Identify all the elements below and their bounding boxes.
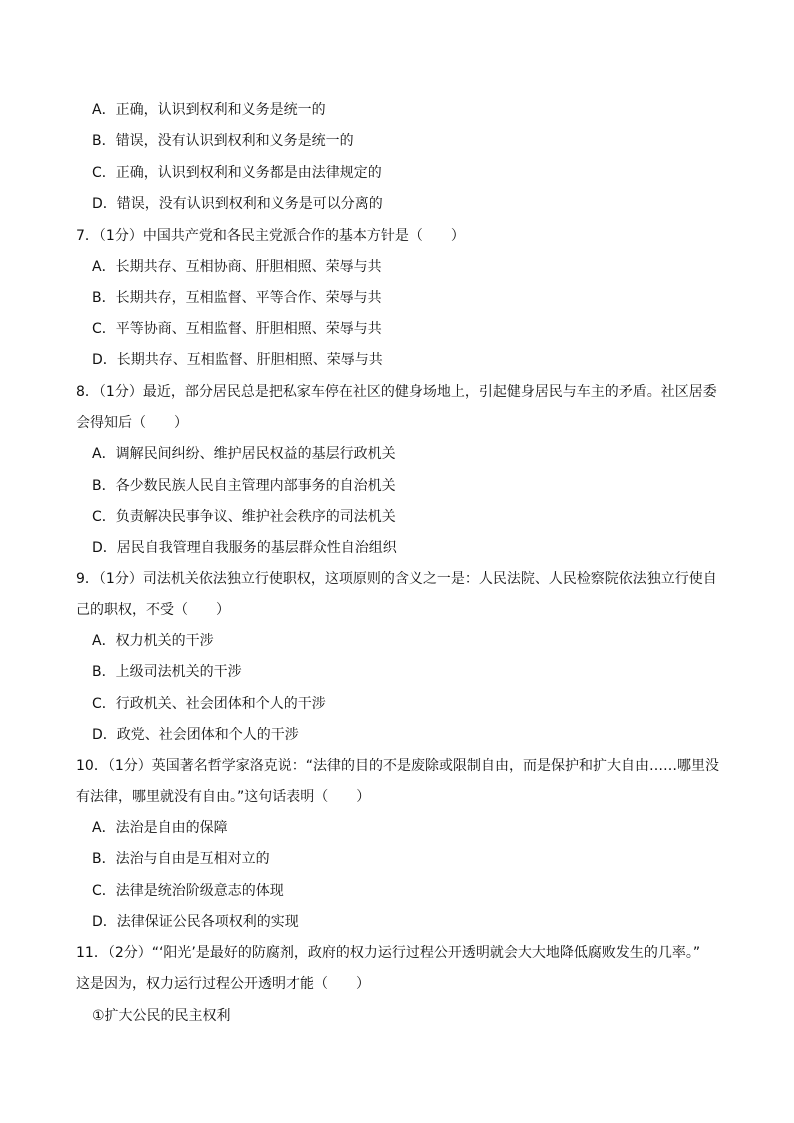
question-10-stem-line2: 有法律，哪里就没有自由。”这句话表明（ ） <box>76 789 371 805</box>
q8-option-a: A．调解民间纠纷、维护居民权益的基层行政机关 <box>92 446 396 462</box>
q9-option-d: D．政党、社会团体和个人的干涉 <box>92 727 299 743</box>
prev-option-a: A．正确，认识到权利和义务是统一的 <box>92 102 326 118</box>
prev-option-d: D．错误，没有认识到权利和义务是可以分离的 <box>92 196 383 212</box>
q7-option-d: D．长期共存、互相监督、肝胆相照、荣辱与共 <box>92 352 383 368</box>
q10-option-c: C．法律是统治阶级意志的体现 <box>92 883 284 899</box>
question-8-stem-line2: 会得知后（ ） <box>76 415 188 431</box>
q7-option-b: B．长期共存，互相监督、平等合作、荣辱与共 <box>92 290 382 306</box>
q10-option-b: B．法治与自由是互相对立的 <box>92 851 270 867</box>
q8-option-c: C．负责解决民事争议、维护社会秩序的司法机关 <box>92 509 396 525</box>
q11-item-1: ①扩大公民的民主权利 <box>92 1008 231 1024</box>
question-10-stem-line1: 10．（1分）英国著名哲学家洛克说：“法律的目的不是废除或限制自由，而是保护和扩大自由……哪里没 <box>76 758 719 774</box>
question-11-stem-line2: 这是因为，权力运行过程公开透明才能（ ） <box>76 976 370 992</box>
prev-option-c: C．正确，认识到权利和义务都是由法律规定的 <box>92 165 382 181</box>
question-9-stem-line2: 己的职权，不受（ ） <box>76 602 230 618</box>
q9-option-b: B．上级司法机关的干涉 <box>92 664 242 680</box>
q9-option-a: A．权力机关的干涉 <box>92 633 214 649</box>
question-11-stem-line1: 11．（2分）“‘阳光’是最好的防腐剂，政府的权力运行过程公开透明就会大大地降低腐败发生的几率。” <box>76 945 701 961</box>
q10-option-d: D．法律保证公民各项权利的实现 <box>92 914 299 930</box>
q7-option-c: C．平等协商、互相监督、肝胆相照、荣辱与共 <box>92 321 382 337</box>
q7-option-a: A．长期共存、互相协商、肝胆相照、荣辱与共 <box>92 259 382 275</box>
question-7-stem: 7．（1分）中国共产党和各民主党派合作的基本方针是（ ） <box>76 228 465 244</box>
q8-option-d: D．居民自我管理自我服务的基层群众性自治组织 <box>92 540 397 556</box>
q8-option-b: B．各少数民族人民自主管理内部事务的自治机关 <box>92 478 396 494</box>
prev-option-b: B．错误，没有认识到权利和义务是统一的 <box>92 133 354 149</box>
q10-option-a: A．法治是自由的保障 <box>92 820 228 836</box>
question-8-stem-line1: 8．（1分）最近，部分居民总是把私家车停在社区的健身场地上，引起健身居民与车主的矛盾。社区居委 <box>76 384 717 400</box>
question-9-stem-line1: 9．（1分）司法机关依法独立行使职权，这项原则的含义之一是：人民法院、人民检察院依法独立行使自 <box>76 571 717 587</box>
q9-option-c: C．行政机关、社会团体和个人的干涉 <box>92 696 326 712</box>
